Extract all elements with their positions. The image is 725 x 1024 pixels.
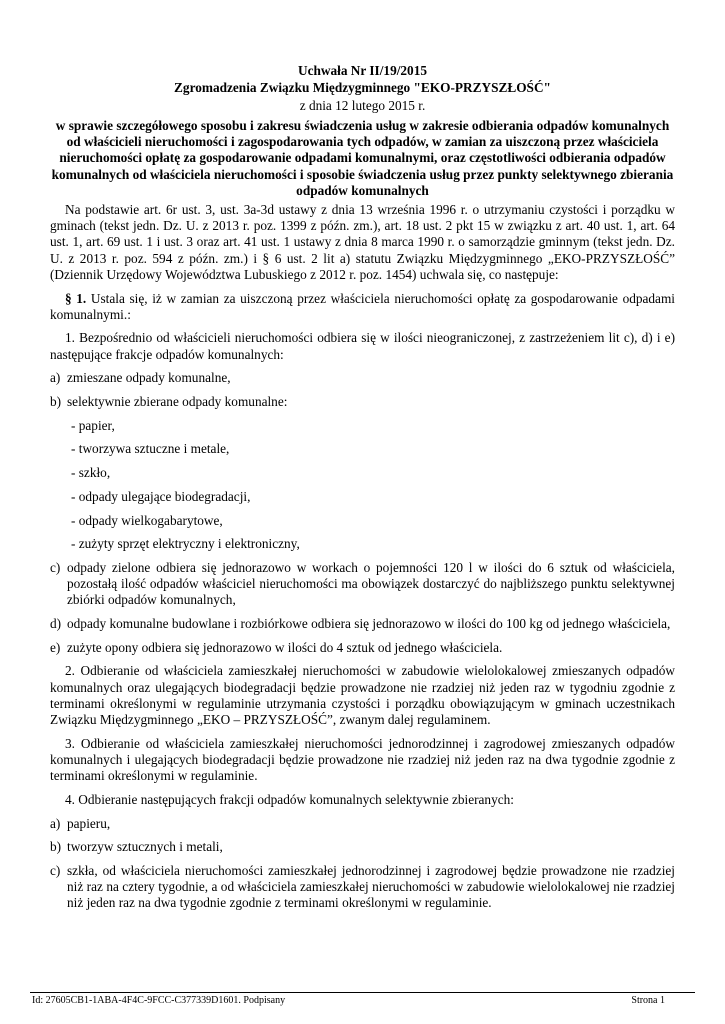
list-item-text: odpady komunalne budowlane i rozbiórkowe odbiera się jednorazowo w ilości do 100 kg od jednego właściciela, xyxy=(67,616,671,632)
point-3: 3. Odbieranie od właściciela zamieszkałej nieruchomości jednorodzinnej i zagrodowej zmieszanych odpadów komunalnych i ulegających biodegradacji będzie prowadzone nie rzadziej niż jeden raz na dwa tygodnie zgodnie z terminami określonymi w regulaminie. xyxy=(50,735,675,784)
resolution-subject: w sprawie szczegółowego sposobu i zakresu świadczenia usług w zakresie odbierania odpadów komunalnych od właścicieli nieruchomości i zagospodarowania tych odpadów, w zamian za uiszczoną przez właściciela nieruchomości opłatę za gospodarowanie odpadami komunalnymi, oraz częstotliwości odbierania odpadów komunalnych od właściciela nieruchomości i sposobie świadczenia usług przez punkty selektywnego zbierania odpadów komunalnych xyxy=(51,118,674,198)
document-body xyxy=(50,202,675,919)
list-item-label: e) xyxy=(50,639,61,655)
list-item xyxy=(50,839,675,855)
dash-item: - tworzywa sztuczne i metale, xyxy=(71,441,230,457)
paragraph-1-label: § 1. xyxy=(65,290,87,306)
dash-item: - szkło, xyxy=(71,465,111,481)
paragraph-1 xyxy=(50,291,675,323)
list-item xyxy=(50,394,675,410)
list-item-text: zużyte opony odbiera się jednorazowo w ilości do 4 sztuk od jednego właściciela. xyxy=(67,639,503,655)
page-number: Strona 1 xyxy=(631,995,665,1006)
document-id: Id: 27605CB1-1ABA-4F4C-9FCC-C377339D1601. Podpisany xyxy=(32,995,286,1006)
point-4: 4. Odbieranie następujących frakcji odpadów komunalnych selektywnie zbieranych: xyxy=(65,791,514,807)
list-item-text: szkła, od właściciela nieruchomości zamieszkałej jednorodzinnej i zagrodowej będzie prowadzone nie rzadziej niż raz na cztery tygodnie, a od właściciela zamieszkałej nieruchomości w zabudowie wielolokalowej nie rzadziej niż jeden raz na dwa tygodnie zgodnie z terminami określonymi w regulaminie. xyxy=(67,863,675,911)
resolution-date: z dnia 12 lutego 2015 r. xyxy=(299,98,426,113)
list-item-label: a) xyxy=(50,815,61,831)
point-1: 1. Bezpośrednio od właścicieli nieruchomości odbiera się w ilości nieograniczonej, z zastrzeżeniem lit c), d) i e) następujące frakcje odpadów komunalnych: xyxy=(50,330,675,362)
list-item-text: tworzyw sztucznych i metali, xyxy=(67,839,223,855)
list-item-label: a) xyxy=(50,370,61,386)
footer-divider xyxy=(30,992,695,993)
resolution-issuer: Zgromadzenia Związku Międzygminnego "EKO-PRZYSZŁOŚĆ" xyxy=(174,80,551,95)
dash-item: - odpady wielkogabarytowe, xyxy=(71,512,223,528)
list-item xyxy=(50,816,675,832)
dash-item: - papier, xyxy=(71,417,115,433)
list-item xyxy=(50,370,675,386)
list-item-label: d) xyxy=(50,616,62,632)
preamble: Na podstawie art. 6r ust. 3, ust. 3a-3d ustawy z dnia 13 września 1996 r. o utrzymaniu czystości i porządku w gminach (tekst jedn. Dz. U. z 2013 r. poz. 1399 z późn. zm.), art. 18 ust. 2 pkt 15 w związku z art. 40 ust. 1, art. 64 ust. 1, art. 69 ust. 1 i ust. 3 oraz art. 41 ust. 1 ustawy z dnia 8 marca 1990 r. o samorządzie gminnym (tekst jedn. Dz. U. z 2013 r. poz. 594 z późn. zm.) i § 6 ust. 2 lit a) statutu Związku Międzygminnego „EKO-PRZYSZŁOŚĆ” (Dziennik Urzędowy Województwa Lubuskiego z 2012 r. poz. 1454) uchwala się, co następuje: xyxy=(50,202,675,282)
list-item xyxy=(50,863,675,912)
list-item-text: odpady zielone odbiera się jednorazowo w workach o pojemności 120 l w ilości do 6 sztuk od właściciela, pozostałą ilość odpadów właściciel nieruchomości ma obowiązek dostarczyć do najbliższego punktu selektywnej zbiórki odpadów komunalnych, xyxy=(67,559,675,608)
dash-item: - odpady ulegające biodegradacji, xyxy=(71,488,251,504)
paragraph-1-text: Ustala się, iż w zamian za uiszczoną przez właściciela nieruchomości opłatę za gospodarowanie odpadami komunalnymi.: xyxy=(50,290,675,322)
list-item-text: zmieszane odpady komunalne, xyxy=(67,370,231,386)
resolution-title: Uchwała Nr II/19/2015 xyxy=(297,63,428,78)
list-item-label: c) xyxy=(50,863,61,878)
dash-item: - zużyty sprzęt elektryczny i elektroniczny, xyxy=(71,536,300,552)
list-item-label: c) xyxy=(50,559,61,575)
point-2: 2. Odbieranie od właściciela zamieszkałej nieruchomości w zabudowie wielolokalowej zmieszanych odpadów komunalnych oraz ulegających biodegradacji będzie prowadzone nie rzadziej niż jeden raz w tygodniu zgodnie z terminami określonymi w regulaminie utrzymania czystości i porządku obowiązującym w gminach uczestnikach Związku Międzygminnego „EKO – PRZYSZŁOŚĆ”, zwanym dalej regulaminem. xyxy=(50,663,675,728)
list-item xyxy=(50,560,675,609)
list-item-text: papieru, xyxy=(67,815,111,831)
list-item-label: b) xyxy=(50,394,62,410)
list-item-label: b) xyxy=(50,839,62,855)
list-item xyxy=(50,616,675,632)
list-item xyxy=(50,640,675,656)
list-item-text: selektywnie zbierane odpady komunalne: xyxy=(67,394,288,410)
